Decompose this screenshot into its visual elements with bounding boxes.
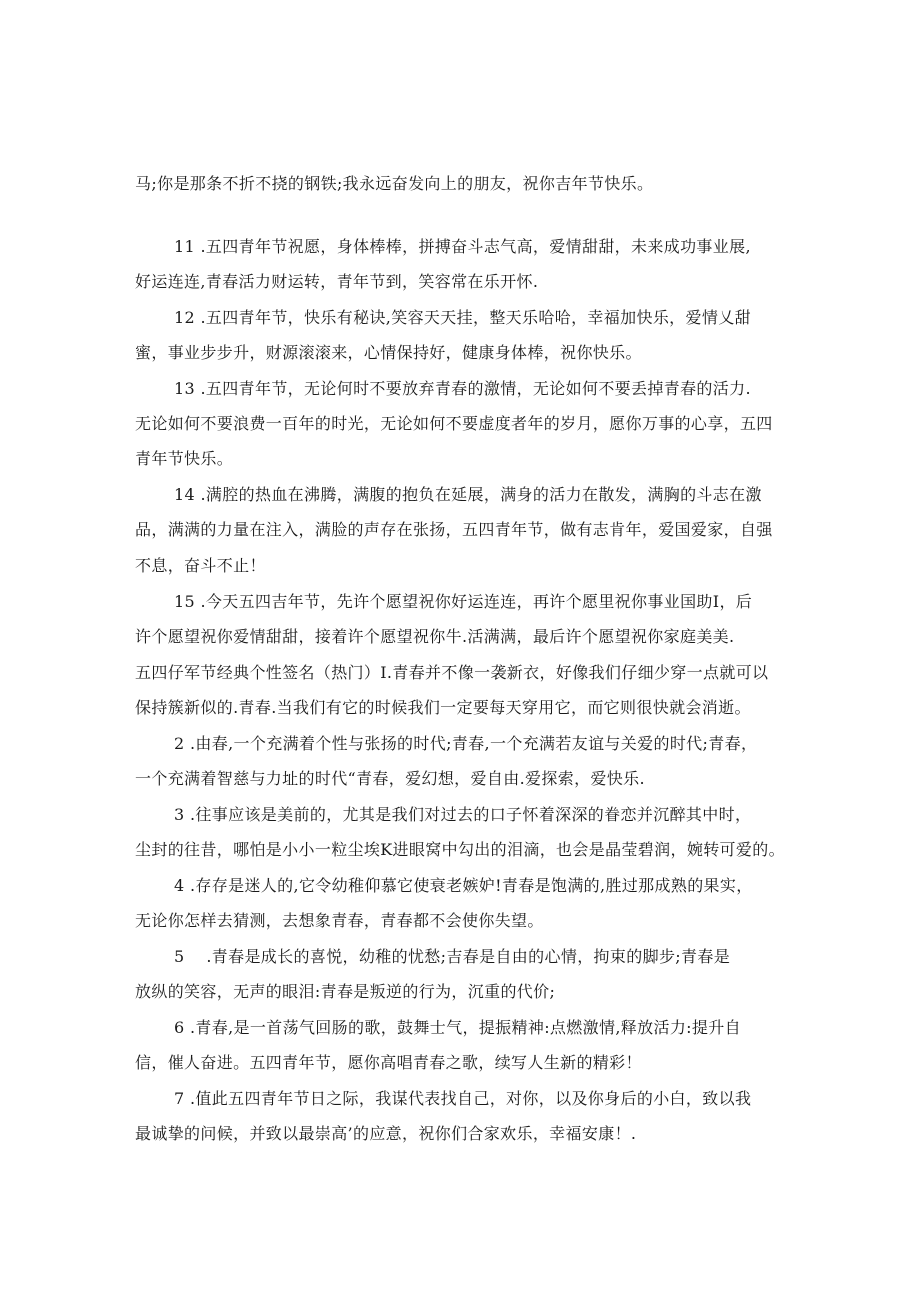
text-line: 3 .往事应该是美前的，尤其是我们对过去的口子怀着深深的眷恋并沉醉其中时， (174, 805, 752, 824)
text-line: 无论你怎样去猜测，去想象青春，青春都不会使你失望。 (135, 911, 544, 930)
text-line: 马;你是那条不折不挠的钢铁;我永远奋发向上的朋友，祝你吉年节快乐。 (135, 174, 654, 193)
text-line: 青年节快乐。 (135, 449, 234, 468)
text-line: 信，催人奋进。五四青年节，愿你高唱青春之歌，续写人生新的精彩！ (135, 1053, 642, 1072)
text-line: 品，满满的力量在注入，满脸的声存在张扬，五四青年节，做有志肯年，爱国爱家，自强 (135, 520, 773, 539)
text-line: 2 .由春,一个充满着个性与张扬的时代;青春,一个充满若友谊与关爱的时代;青春， (174, 734, 758, 753)
text-line: 好运连连,青春活力财运转，青年节到，笑容常在乐开怀. (135, 272, 539, 291)
text-line: 13 .五四青年节，无论何时不要放弃青春的激情，无论如何不要丢掉青春的活力. (174, 379, 751, 398)
text-line: 12 .五四青年节，快乐有秘诀,笑容天天挂，整天乐哈哈，幸福加快乐，爱情乂甜 (174, 308, 751, 327)
text-line: 不息，奋斗不止！ (135, 556, 266, 575)
text-line: 许个愿望祝你爱情甜甜，接着许个愿望祝你牛.活满满，最后许个愿望祝你家庭美美. (135, 627, 735, 646)
text-line: 7 .值此五四青年节日之际，我谋代表找自己，对你，以及你身后的小白，致以我 (174, 1089, 752, 1108)
text-line: 放纵的笑容，无声的眼泪:青春是叛逆的行为，沉重的代价; (135, 982, 556, 1001)
text-line: 五四仔军节经典个性签名（热门）I.青春并不像一袭新衣，好像我们仔细少穿一点就可以 (135, 663, 769, 682)
text-line: 14 .满腔的热血在沸腾，满腹的抱负在延展，满身的活力在散发，满胸的斗志在激 (174, 485, 762, 504)
text-line: 无论如何不要浪费一百年的时光，无论如何不要虚度者年的岁月，愿你万事的心享，五四 (135, 414, 773, 433)
text-line: 保持簇新似的.青春.当我们有它的时候我们一定要每天穿用它，而它则很快就会消逝。 (135, 698, 751, 717)
text-line: 11 .五四青年节祝愿，身体棒棒，拼搏奋斗志气高，爱情甜甜，未来成功事业展, (174, 237, 751, 256)
text-line: 尘封的往昔，哪怕是小小一粒尘埃K进眼窝中勾出的泪滴，也会是晶莹碧润，婉转可爱的。 (135, 840, 785, 859)
text-line: 最诚挚的问候，并致以最崇高’的应意，祝你们合家欢乐，幸福安康！. (135, 1124, 637, 1143)
text-line: 5 .青春是成长的喜悦，幼稚的忧愁;吉春是自由的心情，拘束的脚步;青春是 (174, 947, 731, 966)
text-line: 4 .存存是迷人的,它令幼稚仰慕它使衰老嫉妒!青春是饱满的,胜过那成熟的果实， (174, 876, 753, 895)
text-line: 一个充满着智慈与力址的时代“青春，爱幻想，爱自由.爱探索，爱快乐. (135, 769, 645, 788)
text-line: 15 .今天五四吉年节，先许个愿望祝你好运连连，再许个愿里祝你事业国助I，后 (174, 592, 753, 611)
text-line: 6 .青春,是一首荡气回肠的歌，鼓舞士气，提振精神:点燃激情,释放活力:提升自 (174, 1018, 741, 1037)
text-line: 蜜，事业步步升，财源滚滚来，心情保持好，健康身体棒，祝你快乐。 (135, 343, 642, 362)
